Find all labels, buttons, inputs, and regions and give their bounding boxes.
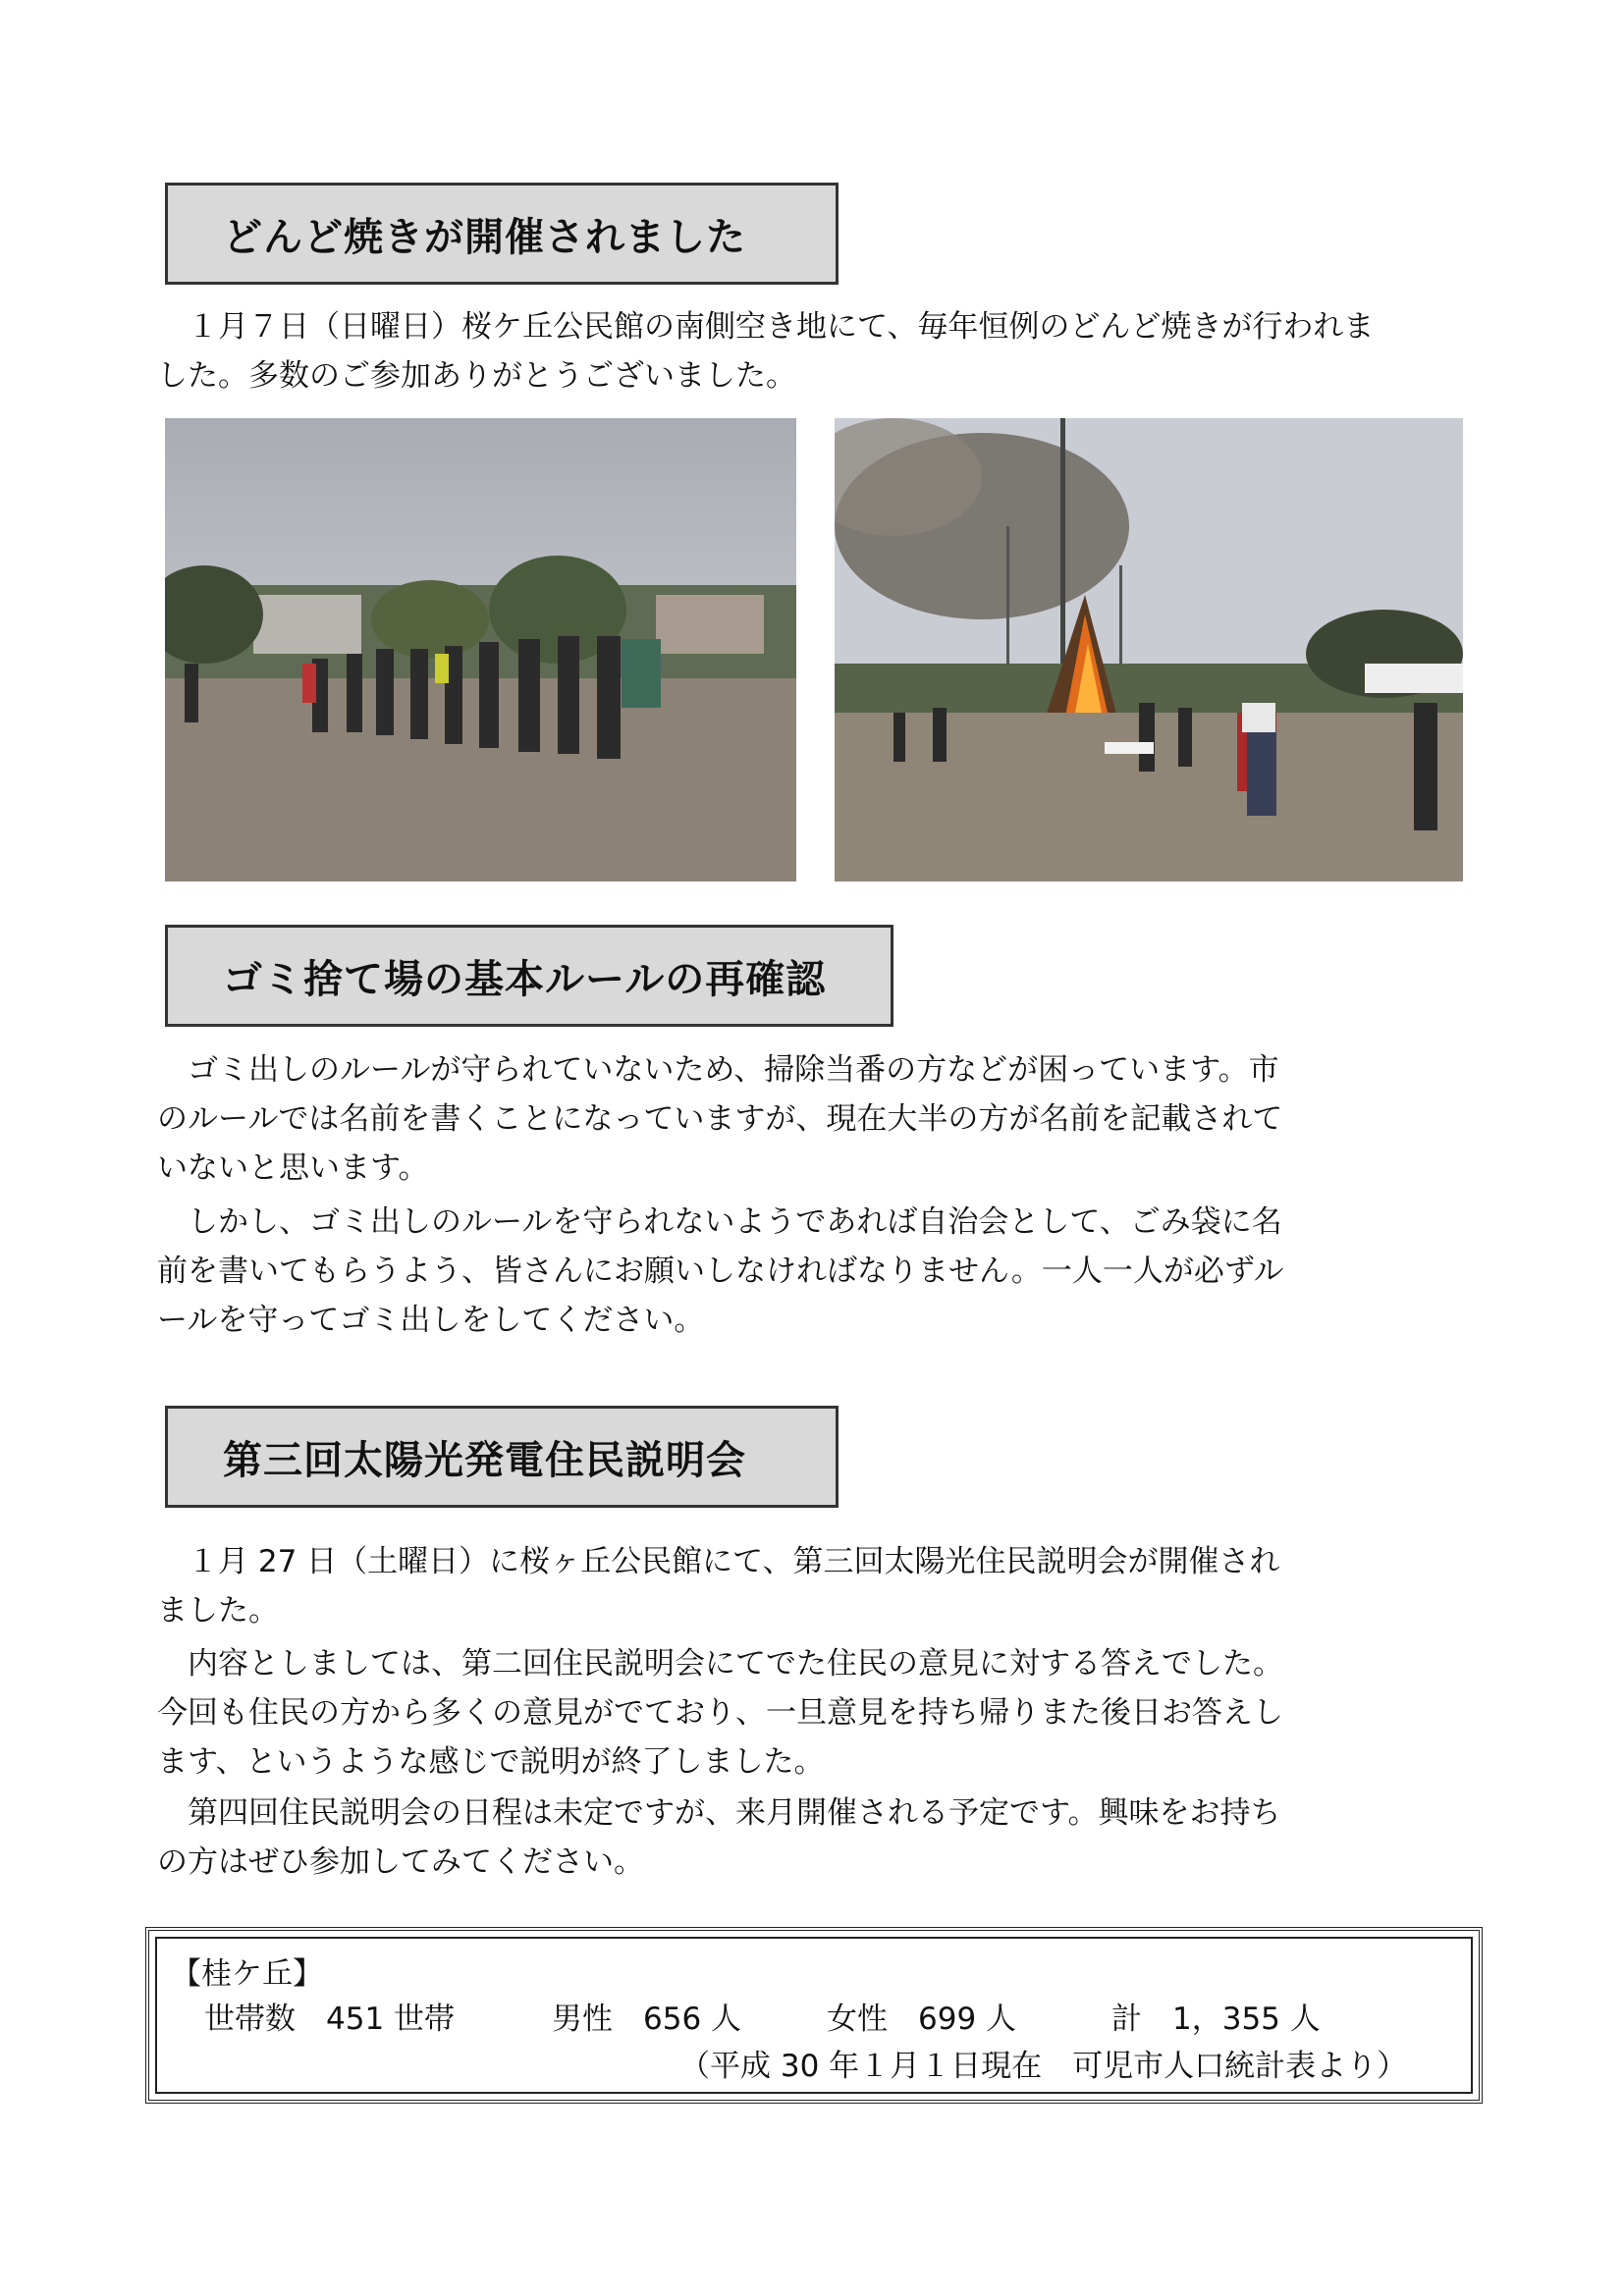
paragraph-line: １月７日（日曜日）桜ケ丘公民館の南側空き地にて、毎年恒例のどんど焼きが行われま xyxy=(157,309,1375,345)
paragraph-line: 第四回住民説明会の日程は未定ですが、来月開催される予定です。興味をお持ち xyxy=(157,1795,1281,1831)
paragraph-line: の方はぜひ参加してみてください。 xyxy=(157,1844,644,1880)
paragraph-line: いないと思います。 xyxy=(157,1150,429,1186)
section-title: 第三回太陽光発電住民説明会 xyxy=(223,1437,746,1483)
paragraph-line: ました。 xyxy=(157,1593,279,1629)
paragraph-line: 前を書いてもらうよう、皆さんにお願いしなければなりません。一人一人が必ずル xyxy=(157,1254,1284,1289)
paragraph-line: ます、というような感じで説明が終了しました。 xyxy=(157,1744,825,1780)
paragraph-line: ールを守ってゴミ出しをしてください。 xyxy=(157,1303,705,1338)
paragraph-line: のルールでは名前を書くことになっていますが、現在大半の方が名前を記載されて xyxy=(157,1101,1283,1137)
stats-households: 世帯数 451 世帯 xyxy=(204,2002,456,2037)
stats-heading: 【桂ケ丘】 xyxy=(171,1956,323,1992)
paragraph-line: 内容としましては、第二回住民説明会にてでた住民の意見に対する答えでした。 xyxy=(157,1646,1283,1682)
paragraph-line: １月 27 日（土曜日）に桜ヶ丘公民館にて、第三回太陽光住民説明会が開催され xyxy=(157,1544,1280,1579)
stats-source: （平成 30 年１月１日現在 可児市人口統計表より） xyxy=(679,2049,1408,2084)
paragraph-line: した。多数のご参加ありがとうございました。 xyxy=(157,358,796,394)
section-heading-solar xyxy=(165,1406,839,1508)
population-stats-box xyxy=(145,1927,1483,2104)
paragraph-line: 今回も住民の方から多くの意見がでており、一旦意見を持ち帰りまた後日お答えし xyxy=(157,1695,1283,1731)
photo-bonfire xyxy=(835,418,1463,881)
stats-male: 男性 656 人 xyxy=(552,2002,742,2037)
stats-total: 計 1，355 人 xyxy=(1111,2002,1321,2037)
paragraph-line: しかし、ゴミ出しのルールを守られないようであれば自治会として、ごみ袋に名 xyxy=(157,1204,1282,1240)
section-heading-dondo xyxy=(165,183,839,285)
section-title: ゴミ捨て場の基本ルールの再確認 xyxy=(223,956,827,1002)
section-heading-garbage xyxy=(165,925,893,1027)
stats-female: 女性 699 人 xyxy=(827,2002,1017,2037)
photo-crowd-lineup xyxy=(165,418,796,881)
section-title: どんど焼きが開催されました xyxy=(223,214,746,260)
paragraph-line: ゴミ出しのルールが守られていないため、掃除当番の方などが困っています。市 xyxy=(157,1052,1279,1088)
